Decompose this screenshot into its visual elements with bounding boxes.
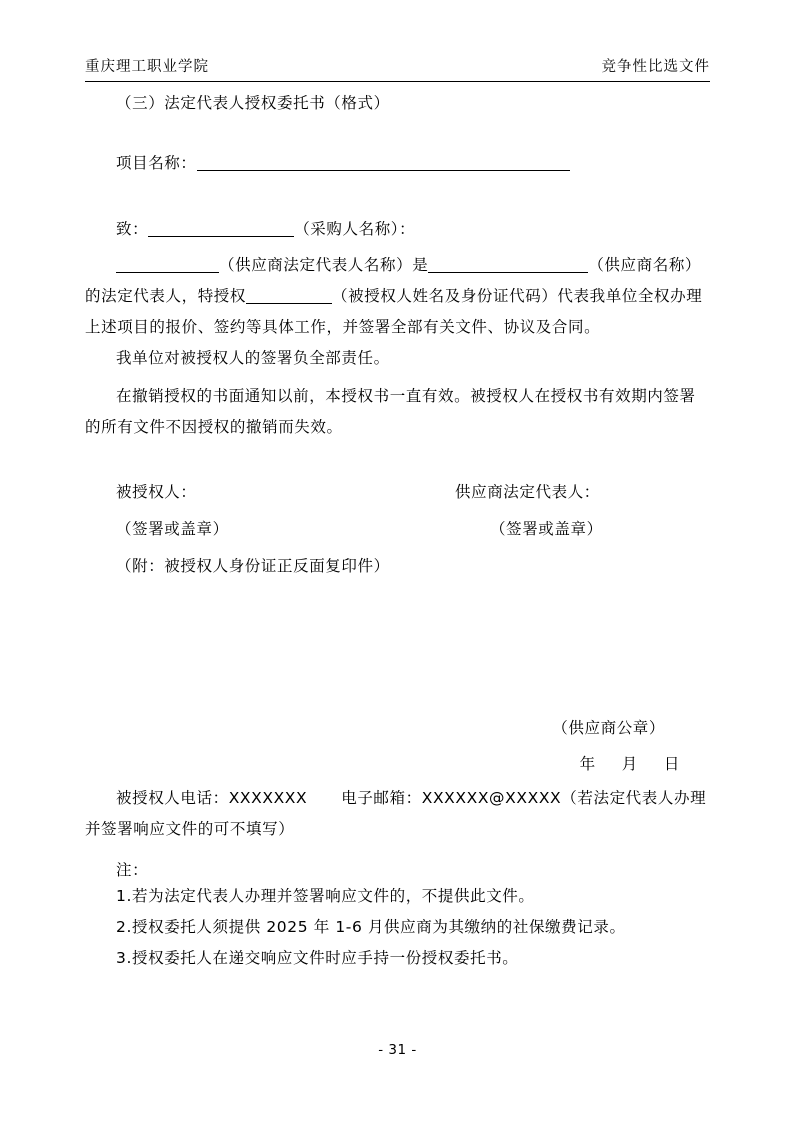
recipient-prefix: 致： — [116, 220, 149, 238]
legal-rep-name-blank[interactable] — [116, 272, 219, 273]
date-line — [85, 752, 710, 774]
notes-label: 注： — [116, 861, 149, 879]
responsibility-paragraph: 我单位对被授权人的签署负全部责任。 — [116, 349, 390, 367]
authorization-segment-1: （供应商法定代表人名称）是 — [219, 256, 429, 274]
authorized-person-blank[interactable] — [246, 303, 332, 304]
legal-rep-seal-note: （签署或盖章） — [490, 520, 603, 538]
date-month-label: 月 — [621, 755, 638, 773]
authorized-person-seal-note: （签署或盖章） — [116, 520, 229, 538]
authorization-segment-3: （被授权人姓名及身份证代码）代表我单位全权办理上述项目的报价、签约等具体工作，并签署全部有关文件、协议及合同。 — [85, 287, 703, 336]
authorization-segment-2: （供应商名称）的法定代表人，特授权 — [85, 256, 702, 305]
email-label: 电子邮箱： — [341, 789, 422, 807]
recipient-suffix: （采购人名称）： — [294, 220, 416, 238]
note-item-1: 1.若为法定代表人办理并签署响应文件的，不提供此文件。 — [116, 887, 535, 905]
project-name-label: 项目名称： — [116, 154, 197, 172]
page-content — [85, 0, 710, 1122]
authorization-paragraph — [85, 250, 710, 343]
header-right-title: 竞争性比选文件 — [601, 59, 710, 75]
recipient-blank[interactable] — [148, 236, 294, 237]
recipient-line — [85, 214, 710, 245]
phone-label: 被授权人电话： — [116, 789, 229, 807]
authorized-person-label: 被授权人： — [116, 483, 197, 501]
header-left-title: 重庆理工职业学院 — [85, 59, 209, 75]
note-item-2: 2.授权委托人须提供 2025 年 1-6 月供应商为其缴纳的社保缴费记录。 — [116, 918, 626, 936]
page-header — [85, 55, 710, 76]
contact-remark: （若法定代表人办理并签署响应文件的可不填写） — [85, 789, 707, 838]
phone-value: XXXXXXX — [228, 789, 308, 807]
contact-paragraph — [85, 783, 710, 845]
date-day-label: 日 — [663, 755, 680, 773]
supplier-name-blank[interactable] — [428, 272, 588, 273]
note-item-3: 3.授权委托人在递交响应文件时应手持一份授权委托书。 — [116, 949, 519, 967]
validity-paragraph: 在撤销授权的书面通知以前，本授权书一直有效。被授权人在授权书有效期内签署的所有文件不因授权的撤销而失效。 — [85, 387, 696, 436]
header-divider — [85, 81, 710, 82]
email-value: XXXXXX@XXXXX — [421, 789, 562, 807]
date-year-label: 年 — [579, 755, 596, 773]
project-name-field — [85, 148, 710, 179]
legal-rep-label: 供应商法定代表人： — [455, 483, 600, 501]
company-seal-note: （供应商公章） — [552, 719, 665, 737]
page-number: - 31 - — [378, 1042, 417, 1058]
attachment-note: （附：被授权人身份证正反面复印件） — [116, 557, 390, 575]
section-title: （三）法定代表人授权委托书（格式） — [116, 94, 390, 112]
project-name-blank[interactable] — [197, 170, 570, 171]
